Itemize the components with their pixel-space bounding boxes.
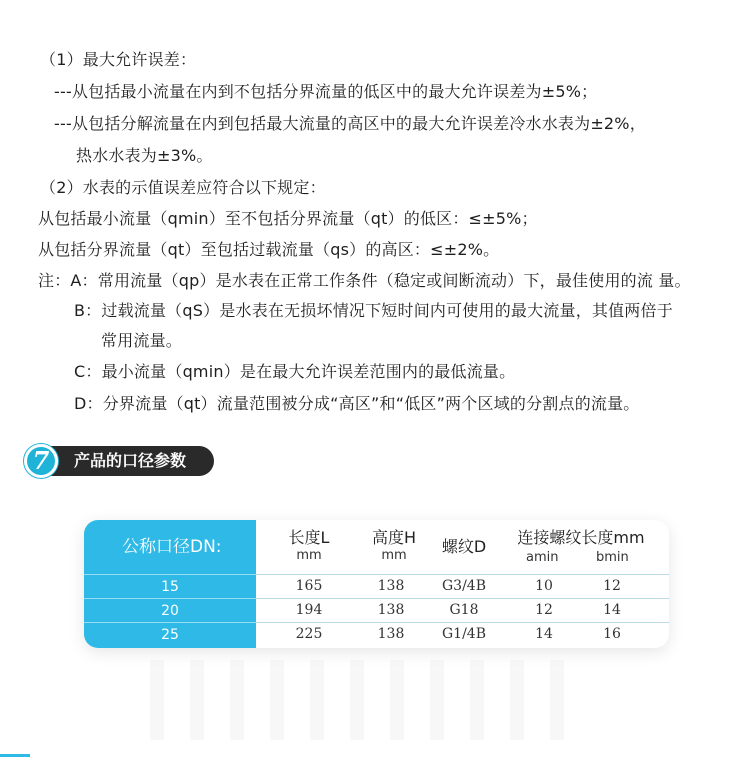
header-length	[264, 528, 354, 564]
rule-low-zone: 从包括最小流量（qmin）至不包括分界流量（qt）的低区：≤±5%；	[38, 209, 538, 228]
cell-length: 225	[295, 626, 323, 642]
cell-length: 194	[295, 602, 323, 618]
section-title: 产品的口径参数	[74, 451, 187, 470]
header-length-label: 长度L	[288, 528, 330, 547]
header-connection-label: 连接螺纹长度mm	[517, 528, 645, 547]
cell-length: 165	[295, 578, 323, 594]
note-b: B：过载流量（qS）是水表在无损坏情况下短时间内可使用的最大流量，其值两倍于	[74, 301, 673, 320]
row-dn-cell: 25	[84, 622, 256, 648]
cell-thread: G1/4B	[441, 626, 486, 642]
header-height-label: 高度H	[371, 528, 417, 547]
cell-amin: 14	[535, 626, 553, 642]
cell-bmin: 16	[603, 626, 621, 642]
cell-height: 138	[377, 578, 405, 594]
criteria-heading-2: （2）水表的示值误差应符合以下规定：	[40, 178, 326, 197]
cell-height: 138	[377, 602, 405, 618]
cell-bmin: 12	[603, 578, 621, 594]
criteria-line-high-zone: ---从包括分解流量在内到包括最大流量的高区中的最大允许误差冷水水表为±2%，	[54, 114, 646, 133]
header-height-unit: mm	[381, 548, 407, 563]
row-dn-cell: 15	[84, 574, 256, 598]
cell-thread: G3/4B	[441, 578, 486, 594]
header-amin: amin	[526, 550, 559, 565]
cell-amin: 12	[535, 602, 553, 618]
row-dn-cell: 20	[84, 598, 256, 622]
cell-amin: 10	[535, 578, 553, 594]
header-length-unit: mm	[296, 548, 322, 563]
note-d: D：分界流量（qt）流量范围被分成“高区”和“低区”两个区域的分割点的流量。	[74, 394, 640, 413]
cell-thread: G18	[449, 602, 479, 618]
caliber-parameter-table	[84, 520, 669, 648]
rule-high-zone: 从包括分界流量（qt）至包括过载流量（qs）的高区：≤±2%。	[38, 240, 500, 259]
header-thread-label: 螺纹D	[441, 537, 487, 556]
criteria-heading-1: （1）最大允许误差：	[40, 50, 197, 69]
cell-height: 138	[377, 626, 405, 642]
criteria-line-low-zone: ---从包括最小流量在内到不包括分界流量的低区中的最大允许误差为±5%；	[54, 82, 598, 101]
section-number-badge: 7	[24, 444, 58, 478]
header-thread	[424, 537, 504, 557]
note-c: C：最小流量（qmin）是在最大允许误差范围内的最低流量。	[74, 362, 516, 381]
header-bmin: bmin	[596, 550, 629, 565]
cell-bmin: 14	[603, 602, 621, 618]
note-a: 注：A：常用流量（qp）是水表在正常工作条件（稳定或间断流动）下，最佳使用的流 量。	[38, 271, 691, 290]
header-connection-thread	[508, 528, 654, 565]
note-b-continuation: 常用流量。	[101, 331, 183, 350]
background-watermark	[150, 660, 570, 740]
criteria-line-hot-water: 热水水表为±3%。	[76, 146, 213, 165]
nominal-diameter-header: 公称口径DN:	[84, 520, 256, 574]
section-header	[24, 444, 214, 478]
